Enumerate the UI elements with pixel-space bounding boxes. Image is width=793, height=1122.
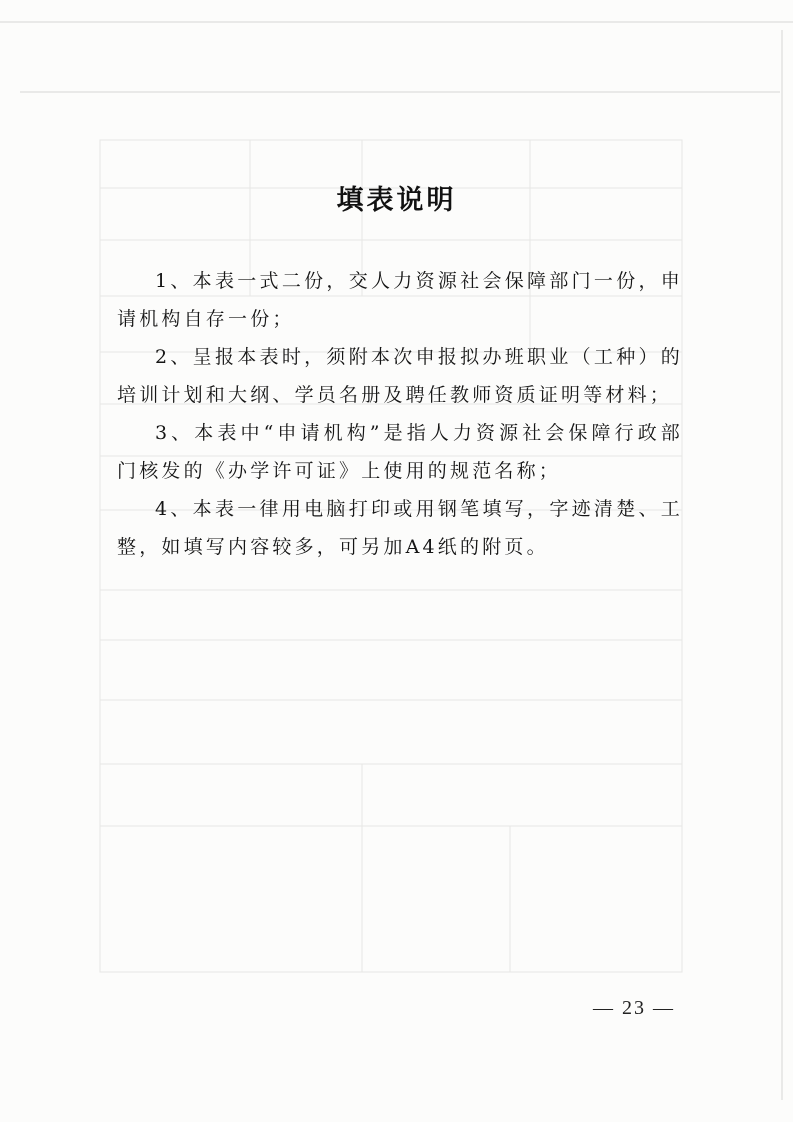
instructions-body — [117, 262, 683, 566]
instruction-paragraph-1: 1、本表一式二份，交人力资源社会保障部门一份，申请机构自存一份； — [117, 270, 683, 330]
page-number: — 23 — — [593, 997, 675, 1019]
instruction-paragraph-2: 2、呈报本表时，须附本次申报拟办班职业（工种）的培训计划和大纲、学员名册及聘任教师资质证明等材料； — [117, 346, 683, 406]
document-title: 填表说明 — [336, 185, 457, 216]
instruction-paragraph-3: 3、本表中“申请机构”是指人力资源社会保障行政部门核发的《办学许可证》上使用的规范名称； — [117, 422, 683, 482]
instruction-paragraph-4: 4、本表一律用电脑打印或用钢笔填写，字迹清楚、工整，如填写内容较多，可另加A4纸的附页。 — [117, 498, 683, 558]
